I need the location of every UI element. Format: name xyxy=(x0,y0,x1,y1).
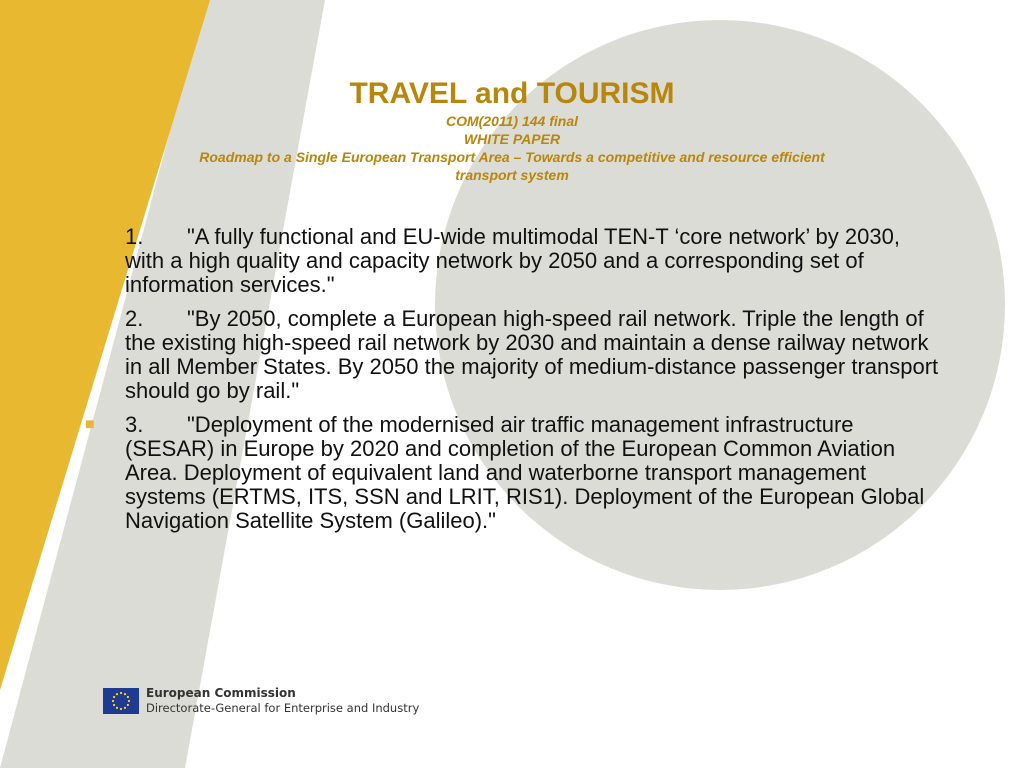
goal-list xyxy=(85,225,945,543)
list-item-text: "By 2050, complete a European high-speed rail network. Triple the length of the existing high-speed rail network by 2030 and maintain a dense railway network in all Member States. By 2050 the majority of medium-distance passenger transport should go by rail." xyxy=(125,306,939,403)
list-item xyxy=(85,307,945,403)
document-subtitle: Roadmap to a Single European Transport Area – Towards a competitive and resource efficient transport system xyxy=(199,149,825,183)
list-item-text: "A fully functional and EU-wide multimodal TEN-T ‘core network’ by 2030, with a high quality and capacity network by 2050 and a corresponding set of information services." xyxy=(125,224,900,297)
list-item-number: 1. xyxy=(125,224,144,249)
square-bullet-icon: ■ xyxy=(85,416,95,433)
title-block xyxy=(150,76,874,184)
document-reference: COM(2011) 144 final xyxy=(445,113,578,129)
eu-flag-icon xyxy=(103,688,139,714)
directorate-name: Directorate-General for Enterprise and Industry xyxy=(146,701,420,715)
list-item xyxy=(85,413,945,533)
list-item-text: "Deployment of the modernised air traffic management infrastructure (SESAR) in Europe by 2020 and completion of the European Common Aviation Area. Deployment of equivalent land and waterborne transport management systems (ERTMS, ITS, SSN and LRIT, RIS1). Deployment of the European Global Navigation Satellite System (Galileo)." xyxy=(125,412,925,533)
square-bullet-icon: ■ xyxy=(85,310,95,327)
square-bullet-icon: ■ xyxy=(85,228,95,245)
list-item-number: 2. xyxy=(125,306,144,331)
organization-name: European Commission xyxy=(146,686,296,700)
page-title: TRAVEL and TOURISM xyxy=(349,77,675,110)
organization-text xyxy=(146,686,419,716)
list-item xyxy=(85,225,945,297)
document-type: WHITE PAPER xyxy=(463,131,561,147)
list-item-number: 3. xyxy=(125,412,144,437)
